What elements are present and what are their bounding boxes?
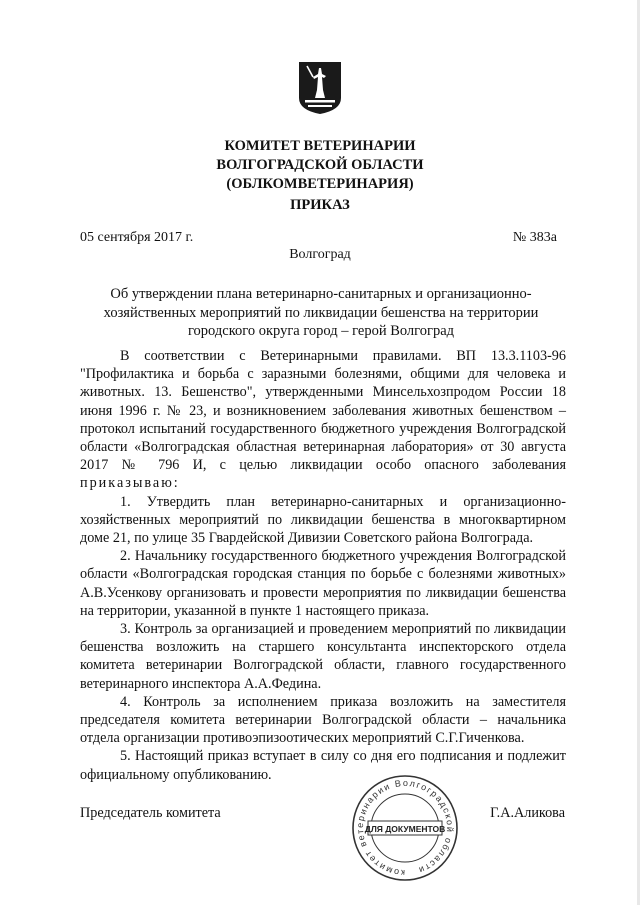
official-stamp-icon <box>340 772 470 882</box>
subject-line-3: городского округа город – герой Волгоград <box>187 323 455 339</box>
signatory-position: Председатель комитета <box>80 805 221 821</box>
preamble-paragraph <box>80 347 566 493</box>
org-line-2: ВОЛГОГРАДСКОЙ ОБЛАСТИ <box>216 157 424 173</box>
subject-line-2: хозяйственных мероприятий по ликвидации бешенства на территории <box>103 304 539 321</box>
order-item-3: 3. Контроль за организацией и проведением мероприятий по ликвидации бешенства возложить на старшего консультанта инспекторского отдела комитета ветеринарии Волгоградской области, главного государственного ветеринарного инспектора А.А.Федина. <box>80 621 566 692</box>
org-name <box>0 137 640 194</box>
volgograd-emblem-icon <box>297 60 343 116</box>
org-line-3: (ОБЛКОМВЕТЕРИНАРИЯ) <box>226 176 414 192</box>
order-item-5: 5. Настоящий приказ вступает в силу со дня его подписания и подлежит официальному опубликованию. <box>80 748 566 783</box>
order-subject <box>80 285 562 341</box>
stamp-center-text: ДЛЯ ДОКУМЕНТОВ <box>364 824 446 834</box>
order-number: № 383а <box>512 230 557 245</box>
order-item-4: 4. Контроль за исполнением приказа возложить на заместителя председателя комитета ветеринарии Волгоградской области – начальника отдела организации противоэпизоотических мероприятий С.Г.Гиченкова. <box>80 693 566 747</box>
order-item-2: 2. Начальнику государственного бюджетного учреждения Волгоградской области «Волгоградская городская станция по борьбе с болезнями животных» А.В.Усенкову организовать и провести мероприятия по ликвидации бешенства на территории, указанной в пункте 1 настоящего приказа. <box>80 548 566 619</box>
order-date: 05 сентября 2017 г. <box>80 230 194 245</box>
stamp-ring-text: комитет ветеринарии Волгоградской области <box>354 777 456 879</box>
preamble-text: В соответствии с Ветеринарными правилами. ВП 13.3.1103-96 "Профилактика и борьба с заразными болезнями, общими для человека и животных. 13. Бешенство", утвержденными Минсельхозпродом России 18 июня 1996 г. № 23, и возникновением заболевания животных бешенством – протокол испытаний государственного бюджетного учреждения Волгоградской области «Волгоградская областная ветеринарная лаборатория» от 30 августа 2017 № 796 И, с целью ликвидации особо опасного заболевания <box>80 348 566 474</box>
order-city: Волгоград <box>289 247 351 262</box>
order-item-1: 1. Утвердить план ветеринарно-санитарных и организационно-хозяйственных мероприятий по ликвидации бешенства в многоквартирном доме 21, по улице 35 Гвардейской Дивизии Советского района Волгограда. <box>80 493 566 547</box>
order-body <box>80 347 566 784</box>
order-word: приказываю: <box>80 475 180 492</box>
subject-line-1: Об утверждении плана ветеринарно-санитарных и организационно- <box>110 286 532 302</box>
org-line-1: КОМИТЕТ ВЕТЕРИНАРИИ <box>224 138 416 154</box>
doc-type-title: ПРИКАЗ <box>290 197 350 213</box>
signatory-name: Г.А.Аликова <box>490 805 565 821</box>
